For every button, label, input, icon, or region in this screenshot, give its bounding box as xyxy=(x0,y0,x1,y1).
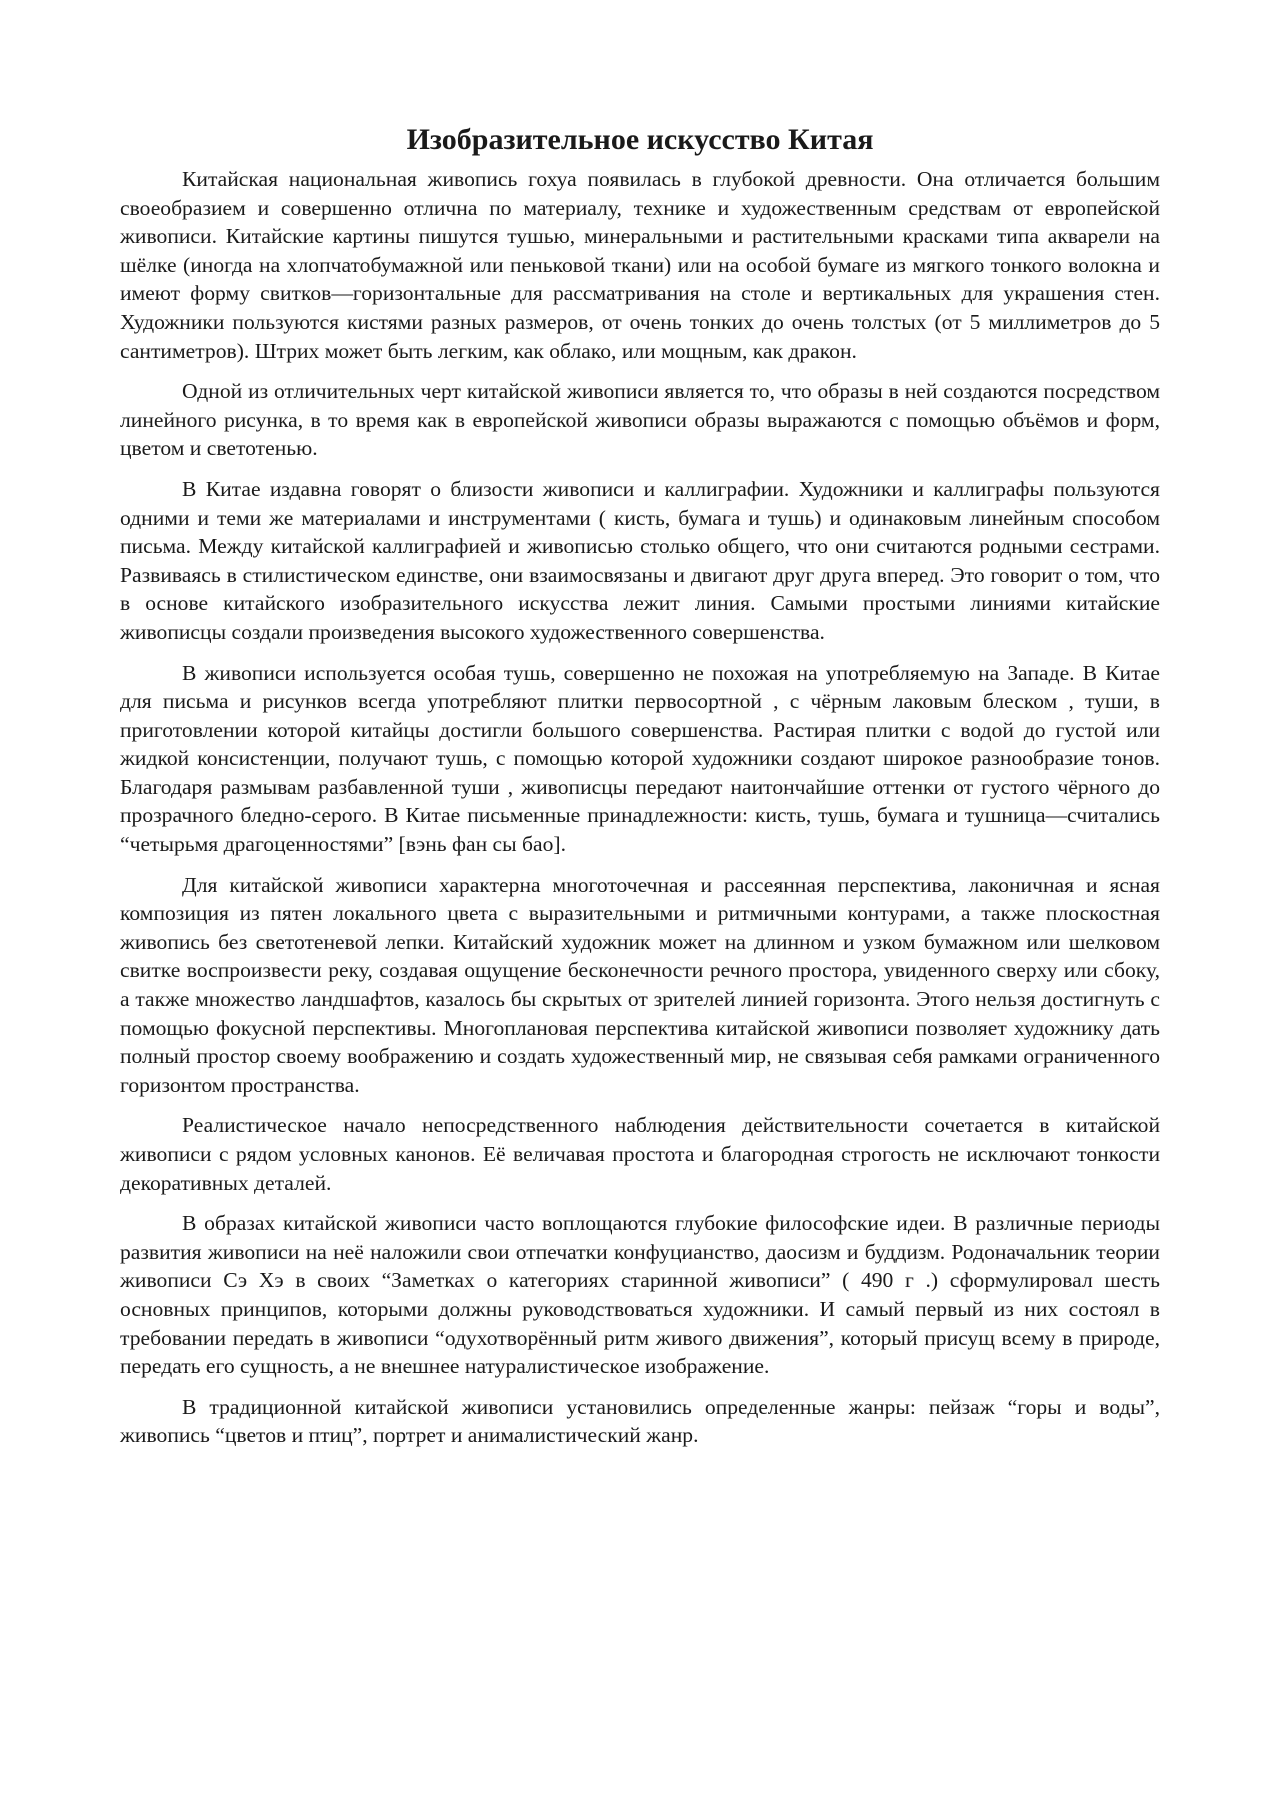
paragraph-5: Для китайской живописи характерна многоточечная и рассеянная перспектива, лаконичная и ясная композиция из пятен локального цвета с выразительными и ритмичными контурами, а также плоскостная живопись без светотеневой лепки. Китайский художник может на длинном и узком бумажном или шелковом свитке воспроизвести реку, создавая ощущение бесконечности речного простора, увиденного сверху или сбоку, а также множество ландшафтов, казалось бы скрытых от зрителей линией горизонта. Этого нельзя достигнуть с помощью фокусной перспективы. Многоплановая перспектива китайской живописи позволяет художнику дать полный простор своему воображению и создать художественный мир, не связывая себя рамками ограниченного горизонтом пространства. xyxy=(120,872,1160,1097)
paragraph-2: Одной из отличительных черт китайской живописи является то, что образы в ней создаются посредством линейного рисунка, в то время как в европейской живописи образы выражаются с помощью объёмов и форм, цветом и светотенью. xyxy=(120,379,1160,461)
paragraph-4: В живописи используется особая тушь, совершенно не похожая на употребляемую на Западе. В Китае для письма и рисунков всегда употребляют плитки первосортной , с чёрным лаковым блеском , туши, в приготовлении которой китайцы достигли большого совершенства. Растирая плитки с водой до густой или жидкой консистенции, получают тушь, с помощью которой художники создают широкое разнообразие тонов. Благодаря размывам разбавленной туши , живописцы передают наитончайшие оттенки от густого чёрного до прозрачного бледно-серого. В Китае письменные принадлежности: кисть, тушь, бумага и тушница—считались “четырьмя драгоценностями” [вэнь фан сы бао]. xyxy=(120,660,1160,857)
paragraph-3: В Китае издавна говорят о близости живописи и каллиграфии. Художники и каллиграфы пользуются одними и теми же материалами и инструментами ( кисть, бумага и тушь) и одинаковым линейным способом письма. Между китайской каллиграфией и живописью столько общего, что они считаются родными сестрами. Развиваясь в стилистическом единстве, они взаимосвязаны и двигают друг друга вперед. Это говорит о том, что в основе китайского изобразительного искусства лежит линия. Самыми простыми линиями китайские живописцы создали произведения высокого художественного совершенства. xyxy=(120,476,1160,644)
document-body xyxy=(120,120,1160,1462)
paragraph-1: Китайская национальная живопись гохуа появилась в глубокой древности. Она отличается большим своеобразием и совершенно отлична по материалу, технике и художественным средствам от европейской живописи. Китайские картины пишутся тушью, минеральными и растительными красками типа акварели на шёлке (иногда на хлопчатобумажной или пеньковой ткани) или на особой бумаге из мягкого тонкого волокна и имеют форму свитков—горизонтальные для рассматривания на столе и вертикальных для украшения стен. Художники пользуются кистями разных размеров, от очень тонких до очень толстых (от 5 миллиметров до 5 сантиметров). Штрих может быть легким, как облако, или мощным, как дракон. xyxy=(120,167,1160,363)
document-title: Изобразительное искусство Китая xyxy=(406,123,874,156)
paragraph-6: Реалистическое начало непосредственного наблюдения действительности сочетается в китайской живописи с рядом условных канонов. Её величавая простота и благородная строгость не исключают тонкости декоративных деталей. xyxy=(120,1113,1160,1195)
paragraph-7: В образах китайской живописи часто воплощаются глубокие философские идеи. В различные периоды развития живописи на неё наложили свои отпечатки конфуцианство, даосизм и буддизм. Родоначальник теории живописи Сэ Хэ в своих “Заметках о категориях старинной живописи” ( 490 г .) сформулировал шесть основных принципов, которыми должны руководствоваться художники. И самый первый из них состоял в требовании передать в живописи “одухотворённый ритм живого движения”, который присущ всему в природе, передать его сущность, а не внешнее натуралистическое изображение. xyxy=(120,1211,1160,1379)
paragraph-8: В традиционной китайской живописи установились определенные жанры: пейзаж “горы и воды”, живопись “цветов и птиц”, портрет и анималистический жанр. xyxy=(120,1394,1160,1448)
